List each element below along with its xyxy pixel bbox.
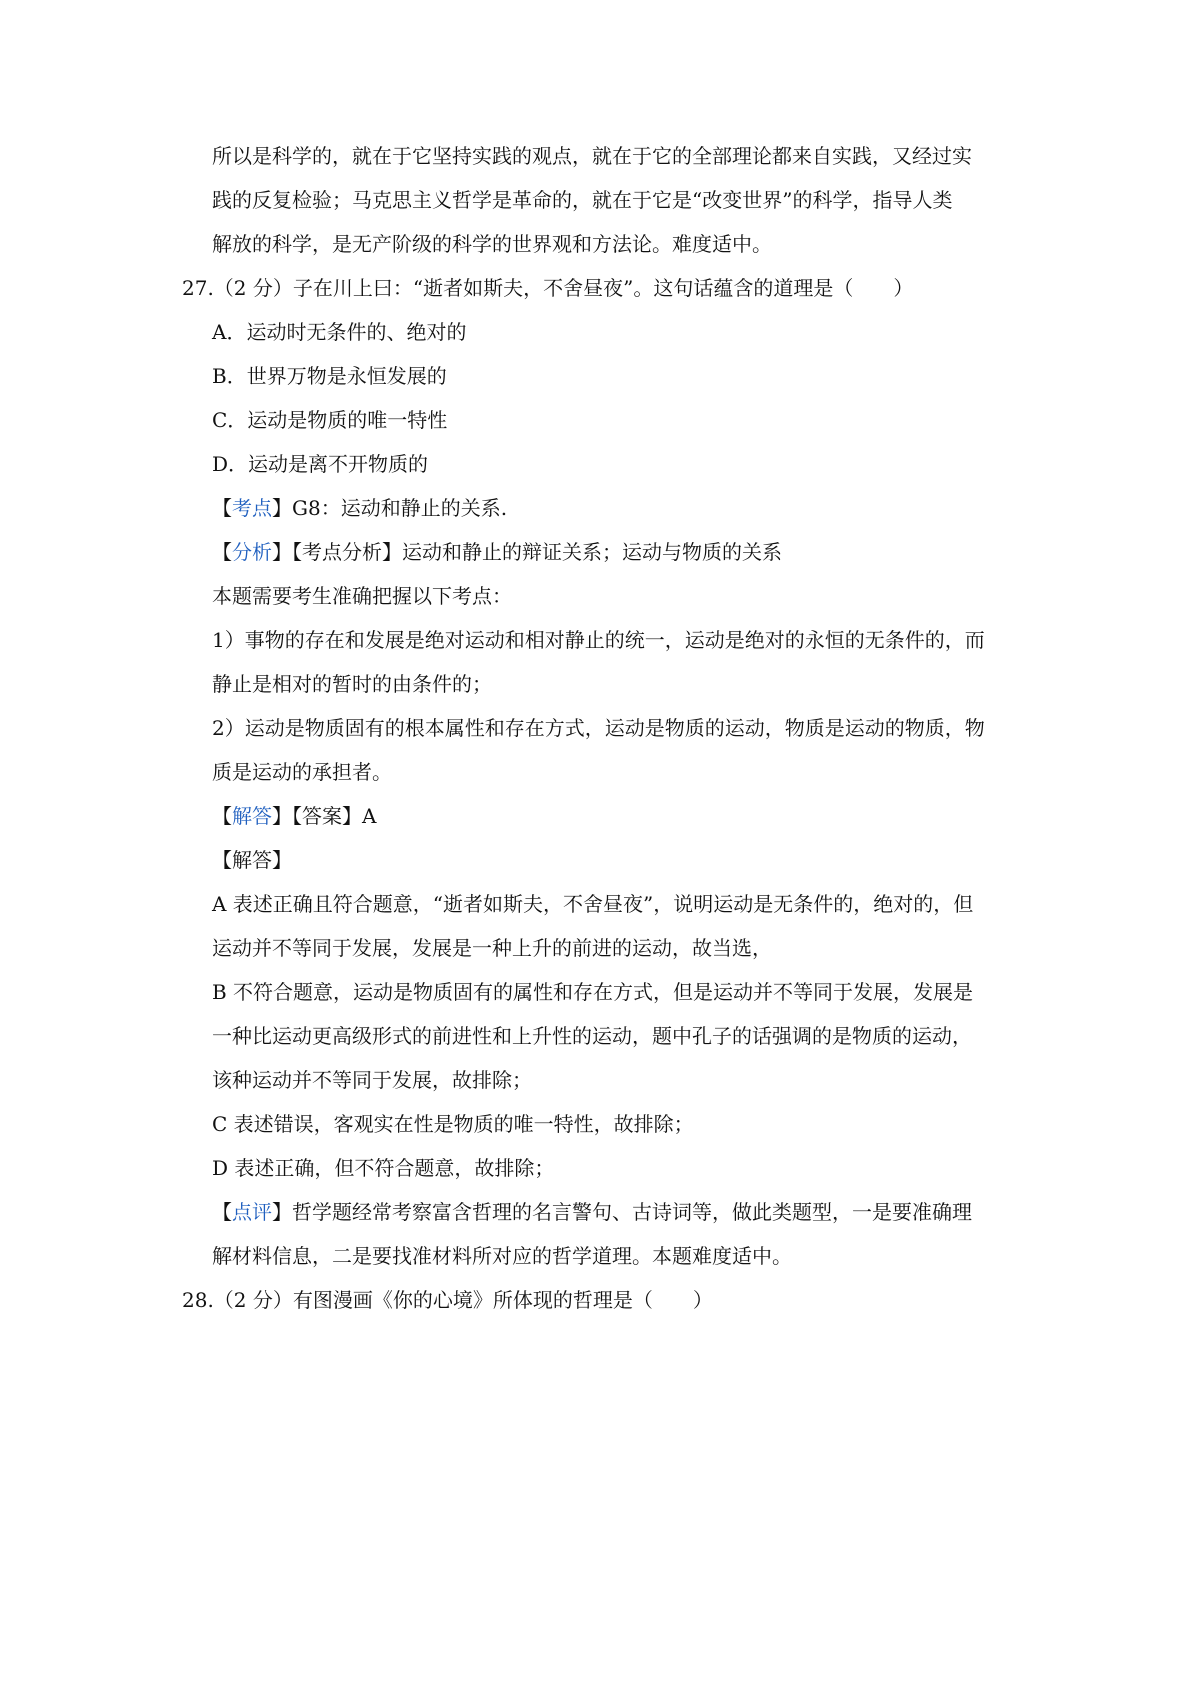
solution-line-1: 【解答】 bbox=[212, 848, 292, 872]
bracket-close: 】 bbox=[272, 1200, 292, 1224]
dianping-line-2: 解材料信息，二是要找准材料所对应的哲学道理。本题难度适中。 bbox=[212, 1244, 792, 1268]
bracket-close: 】 bbox=[272, 804, 292, 828]
dianping-label: 点评 bbox=[232, 1200, 272, 1224]
kaodian-text: G8：运动和静止的关系. bbox=[292, 496, 508, 520]
bracket-open: 【 bbox=[212, 540, 232, 564]
dianping-line bbox=[212, 1198, 1032, 1226]
option-b: B．世界万物是永恒发展的 bbox=[212, 364, 447, 388]
answer-text: 【答案】A bbox=[292, 804, 377, 828]
solution-line-5: 一种比运动更高级形式的前进性和上升性的运动，题中孔子的话强调的是物质的运动， bbox=[212, 1024, 972, 1048]
jieda-line bbox=[212, 802, 1032, 830]
analysis-line-2: 1）事物的存在和发展是绝对运动和相对静止的统一，运动是绝对的永恒的无条件的，而 bbox=[212, 628, 985, 652]
bracket-close: 】 bbox=[272, 496, 292, 520]
jieda-label: 解答 bbox=[232, 804, 272, 828]
analysis-line-1: 本题需要考生准确把握以下考点： bbox=[212, 584, 512, 608]
solution-line-8: D 表述正确，但不符合题意，故排除； bbox=[212, 1156, 555, 1180]
intro-line-1: 所以是科学的，就在于它坚持实践的观点，就在于它的全部理论都来自实践，又经过实 bbox=[212, 144, 972, 168]
bracket-open: 【 bbox=[212, 496, 232, 520]
analysis-line-5: 质是运动的承担者。 bbox=[212, 760, 392, 784]
solution-line-2: A 表述正确且符合题意，“逝者如斯夫，不舍昼夜”，说明运动是无条件的，绝对的，但 bbox=[212, 892, 974, 916]
solution-line-3: 运动并不等同于发展，发展是一种上升的前进的运动，故当选， bbox=[212, 936, 772, 960]
kaodian-label: 考点 bbox=[232, 496, 272, 520]
fenxi-label: 分析 bbox=[232, 540, 272, 564]
intro-line-3: 解放的科学，是无产阶级的科学的世界观和方法论。难度适中。 bbox=[212, 232, 772, 256]
option-c: C．运动是物质的唯一特性 bbox=[212, 408, 448, 432]
solution-line-4: B 不符合题意，运动是物质固有的属性和存在方式，但是运动并不等同于发展，发展是 bbox=[212, 980, 974, 1004]
bracket-open: 【 bbox=[212, 1200, 232, 1224]
fenxi-text: 【考点分析】运动和静止的辩证关系；运动与物质的关系 bbox=[292, 540, 782, 564]
kaodian-line bbox=[212, 494, 1032, 522]
question-27-stem: 27.（2 分）子在川上曰：“逝者如斯夫，不舍昼夜”。这句话蕴含的道理是（ ） bbox=[182, 276, 914, 300]
intro-line-2: 践的反复检验；马克思主义哲学是革命的，就在于它是“改变世界”的科学，指导人类 bbox=[212, 188, 953, 212]
analysis-line-3: 静止是相对的暂时的由条件的； bbox=[212, 672, 492, 696]
bracket-open: 【 bbox=[212, 804, 232, 828]
option-a: A．运动时无条件的、绝对的 bbox=[212, 320, 467, 344]
question-28-stem: 28.（2 分）有图漫画《你的心境》所体现的哲理是（ ） bbox=[182, 1288, 713, 1312]
bracket-close: 】 bbox=[272, 540, 292, 564]
fenxi-line bbox=[212, 538, 1032, 566]
dianping-text: 哲学题经常考察富含哲理的名言警句、古诗词等，做此类题型，一是要准确理 bbox=[292, 1200, 972, 1224]
solution-line-6: 该种运动并不等同于发展，故排除； bbox=[212, 1068, 532, 1092]
option-d: D．运动是离不开物质的 bbox=[212, 452, 429, 476]
analysis-line-4: 2）运动是物质固有的根本属性和存在方式，运动是物质的运动，物质是运动的物质，物 bbox=[212, 716, 985, 740]
solution-line-7: C 表述错误，客观实在性是物质的唯一特性，故排除； bbox=[212, 1112, 694, 1136]
